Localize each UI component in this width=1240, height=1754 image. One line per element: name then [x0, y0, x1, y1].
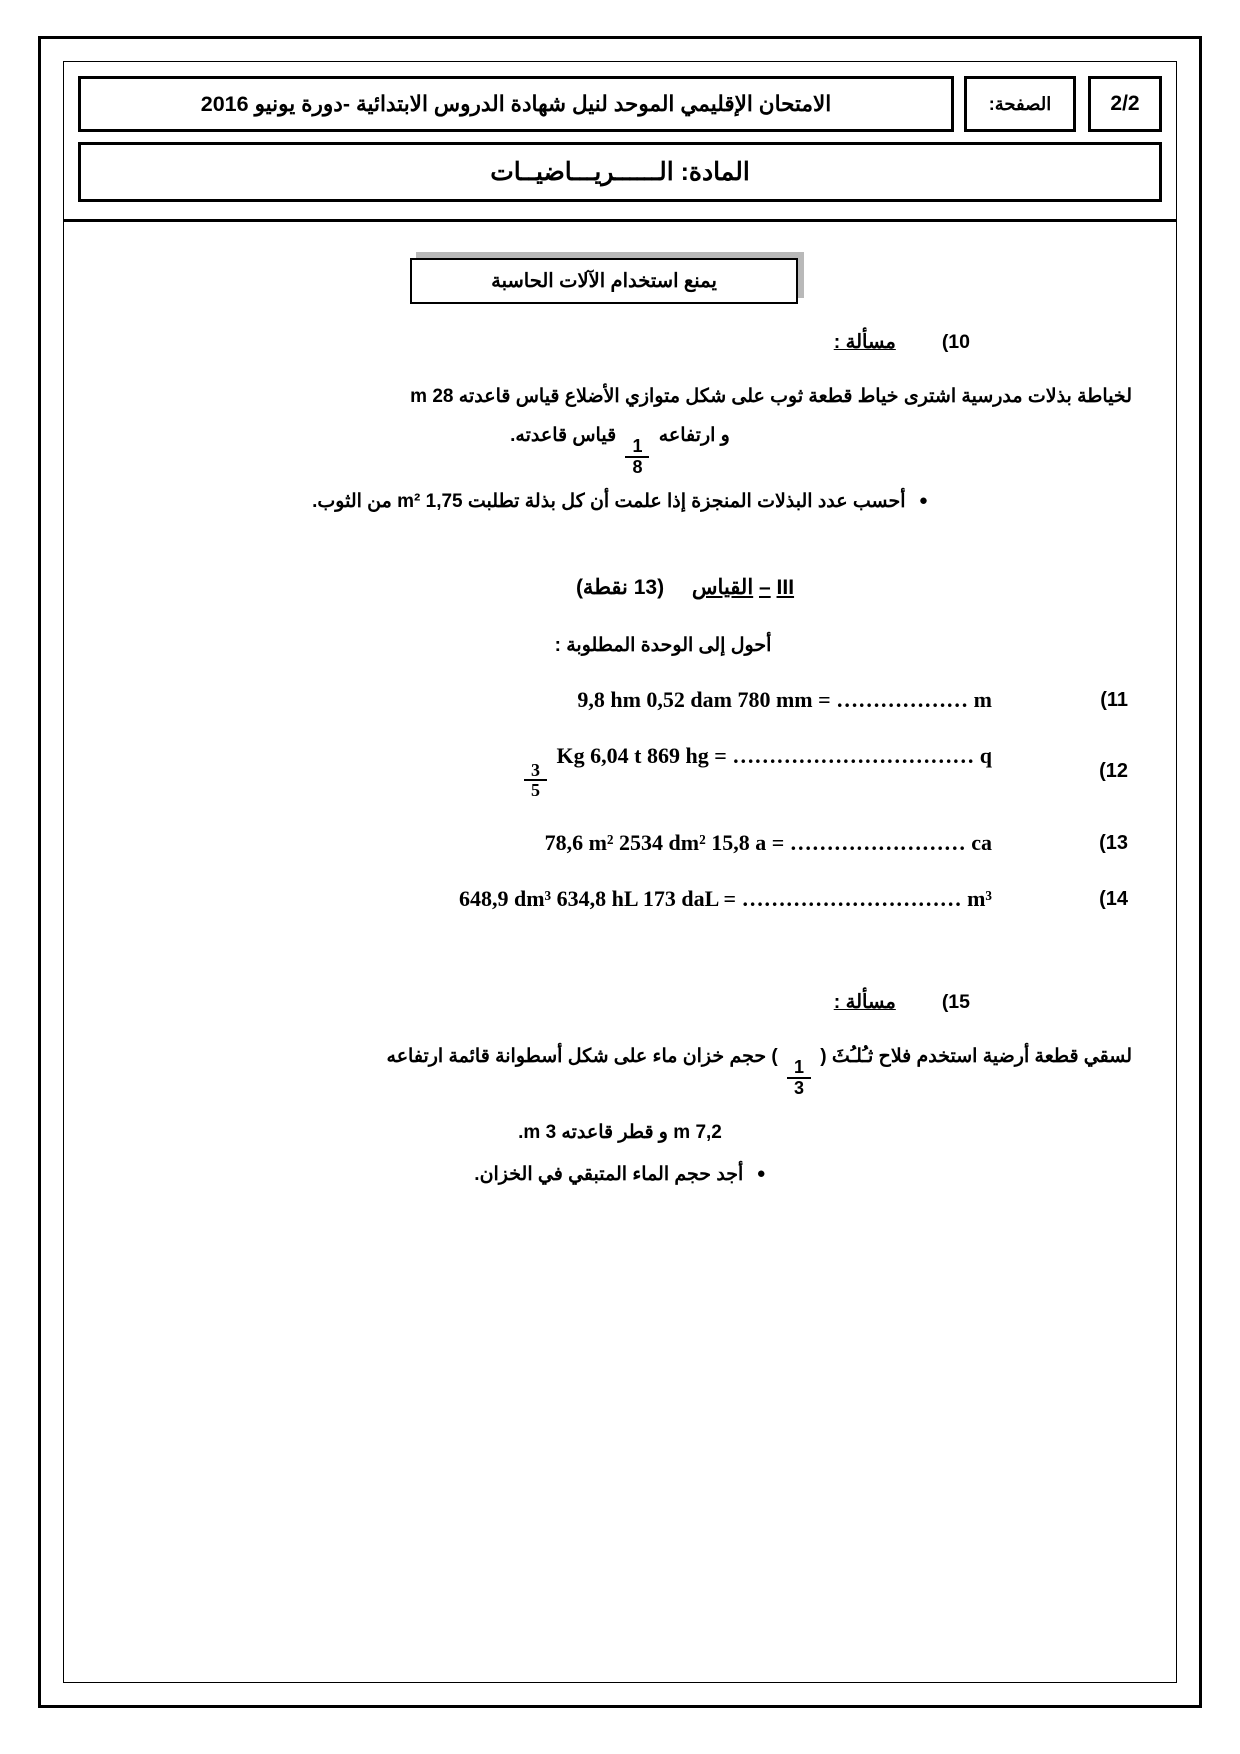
question-15-line1 [108, 1040, 1132, 1097]
question-15-line1-b: ) حجم خزان ماء على شكل أسطوانة قائمة ارتفاعه [386, 1046, 778, 1068]
question-15-fraction [787, 1058, 811, 1098]
question-10-number: (10 [941, 331, 970, 353]
question-15-label: مسألة : [833, 991, 896, 1014]
exam-title: الامتحان الإقليمي الموحد لنيل شهادة الدروس الابتدائية -دورة يونيو 2016 [78, 76, 954, 132]
conversion-12-number: (12 [1099, 760, 1128, 783]
question-10-line1: لخياطة بذلات مدرسية اشترى خياط قطعة ثوب على شكل متوازي الأضلاع قياس قاعدته 28 m [410, 386, 1132, 407]
conversion-14-number: (14 [1099, 887, 1128, 910]
conversion-13-expression: 78,6 m² 2534 dm² 15,8 a = …………………… ca [544, 830, 992, 856]
page-inner-border [63, 61, 1177, 1683]
conversion-14-expression: 648,9 dm³ 634,8 hL 173 daL = ………………………… m³ [458, 886, 992, 912]
fraction-numerator: 3 [524, 761, 547, 782]
bullet-dot-icon: ● [918, 492, 928, 510]
question-15-heading [98, 990, 1142, 1014]
conversion-12-fraction [524, 761, 547, 801]
question-10-line2 [108, 419, 1132, 476]
fraction-denominator: 3 [794, 1077, 805, 1098]
question-15-line1-a: لسقي قطعة أرضية استخدم فلاح ثـُلـُثَ ( [820, 1046, 1132, 1068]
conversion-11-number: (11 [1100, 688, 1128, 711]
question-10-line2-post: قياس قاعدته. [510, 425, 617, 447]
section-3-dash: – [759, 576, 771, 600]
fraction-denominator: 8 [632, 456, 643, 477]
subject-box: المادة: الــــــريـــاضيــات [78, 142, 1162, 202]
section-3-points: (13 نقطة) [575, 576, 665, 600]
conversion-row-11 [98, 687, 1142, 713]
question-10-line2-pre: و ارتفاعه [658, 425, 730, 447]
conversion-11-expression: 9,8 hm 0,52 dam 780 mm = ……………… m [577, 687, 992, 713]
header-top-row [78, 76, 1162, 132]
section-3-heading [98, 575, 1142, 600]
section-3-roman: III [776, 576, 795, 600]
conversion-12-expression-text: Kg 6,04 t 869 hg = …………………………… q [556, 743, 992, 769]
page-header [64, 62, 1176, 222]
page-content [64, 222, 1176, 1682]
question-10-bullet-text: أحسب عدد البذلات المنجزة إذا علمت أن كل بذلة تطلبت 1,75 m² من الثوب. [312, 491, 906, 513]
fraction-denominator: 5 [531, 780, 541, 801]
exam-page [38, 36, 1202, 1708]
question-15-line2: 7,2 m و قطر قاعدته 3 m. [518, 1121, 722, 1143]
conversion-row-13 [98, 830, 1142, 856]
page-number-box: 2/2 [1088, 76, 1162, 132]
conversion-12-expression [520, 743, 992, 800]
section-3-title: القياس [691, 576, 754, 600]
fraction-numerator: 1 [787, 1058, 811, 1079]
conversion-row-12 [98, 743, 1142, 800]
notice-text: يمنع استخدام الآلات الحاسبة [410, 258, 798, 304]
fraction-numerator: 1 [625, 437, 649, 458]
question-10-fraction [625, 437, 649, 477]
question-15-bullet [98, 1163, 1142, 1186]
question-10-bullet [98, 490, 1142, 513]
bullet-dot-icon: ● [756, 1164, 766, 1182]
section-3-instruction: أحول إلى الوحدة المطلوبة : [554, 635, 772, 657]
question-10-heading [98, 330, 1142, 354]
question-15-number: (15 [941, 991, 970, 1014]
calculator-notice [98, 252, 1142, 304]
conversion-row-14 [98, 886, 1142, 912]
page-filler [98, 1186, 1142, 1306]
conversion-13-number: (13 [1099, 831, 1128, 854]
question-10-label: مسألة : [833, 331, 896, 353]
question-15-bullet-text: أجد حجم الماء المتبقي في الخزان. [474, 1163, 744, 1185]
page-label-box: الصفحة: [964, 76, 1076, 132]
